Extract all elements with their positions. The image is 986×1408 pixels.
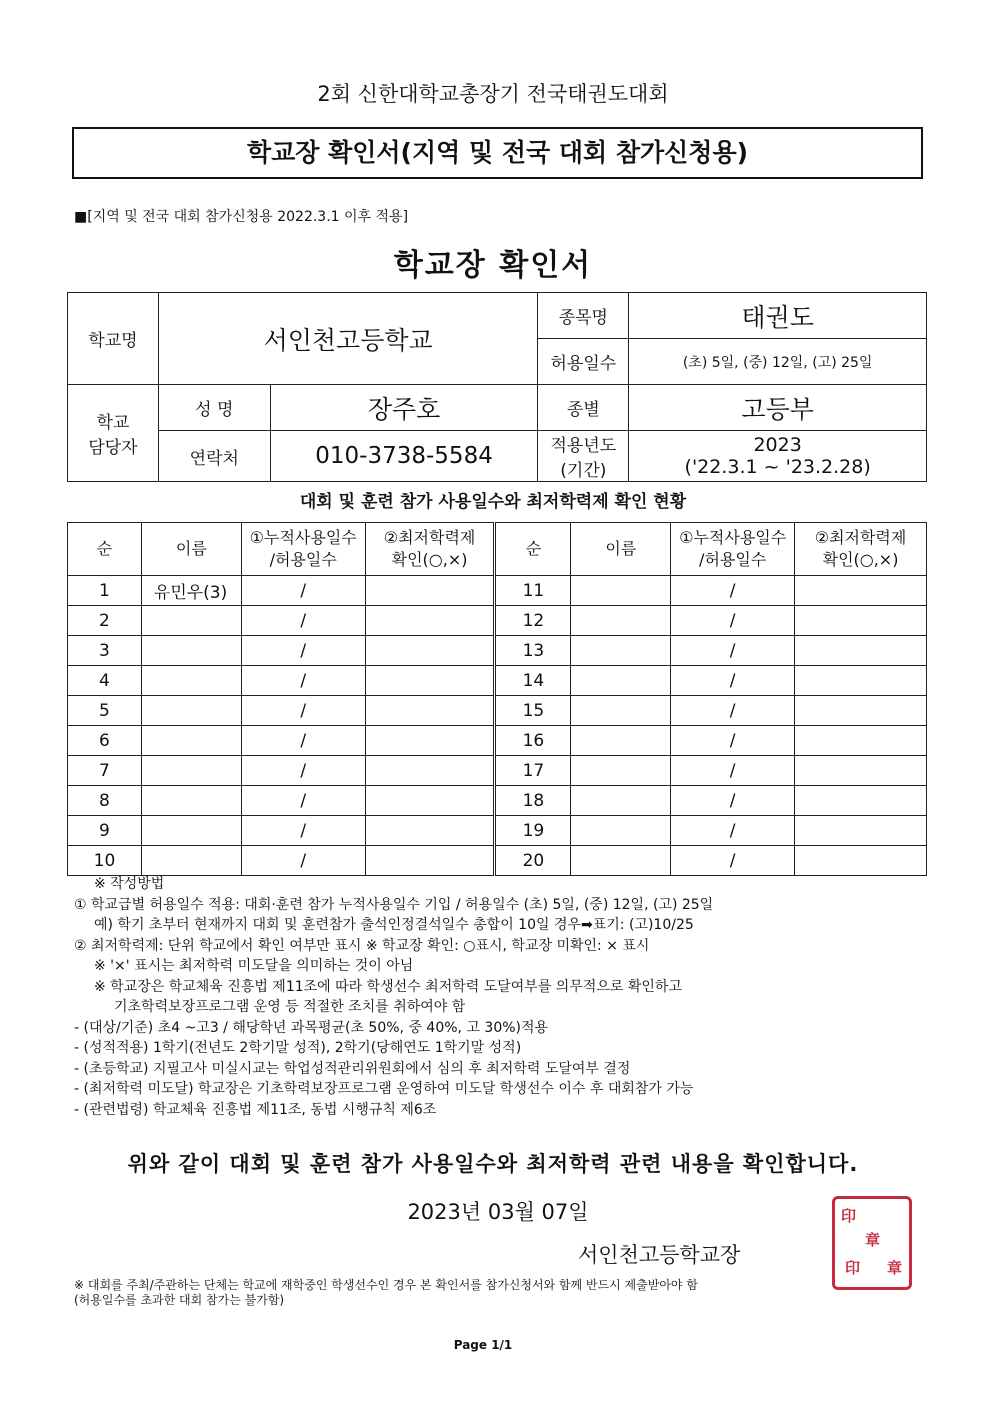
days-cell: /: [671, 606, 795, 636]
manager-label: 학교 담당자: [68, 385, 159, 482]
student-name: [141, 816, 241, 846]
row-number: 14: [495, 666, 571, 696]
check-cell: [365, 756, 495, 786]
note-line: 예) 학기 초부터 현재까지 대회 및 훈련참가 출석인정결석일수 총합이 10일 경우➡표기: (고)10/25: [94, 917, 694, 933]
year-cell: [629, 431, 927, 482]
row-number: 17: [495, 756, 571, 786]
row-number: 18: [495, 786, 571, 816]
row-number: 6: [68, 726, 142, 756]
note-line: - (성적적용) 1학기(전년도 2학기말 성적), 2학기(당해연도 1학기말 성적): [74, 1040, 522, 1056]
days-cell: /: [671, 636, 795, 666]
table-row: [68, 606, 927, 636]
days-cell: /: [241, 666, 365, 696]
days-cell: /: [241, 726, 365, 756]
row-number: 16: [495, 726, 571, 756]
row-number: 1: [68, 576, 142, 606]
student-name: [141, 846, 241, 876]
header-days: ①누적사용일수 /허용일수: [241, 523, 365, 576]
student-name: [141, 786, 241, 816]
days-cell: /: [241, 696, 365, 726]
school-label: 학교명: [68, 293, 159, 385]
sport-label: 종목명: [538, 293, 629, 339]
header-name: 이름: [571, 523, 671, 576]
row-number: 12: [495, 606, 571, 636]
table-row: [68, 786, 927, 816]
note-line: ※ 학교장은 학교체육 진흥법 제11조에 따라 학생선수 최저학력 도달여부를 의무적으로 확인하고: [94, 978, 682, 995]
row-number: 15: [495, 696, 571, 726]
header-no: 순: [495, 523, 571, 576]
student-name: [571, 756, 671, 786]
student-name: [571, 726, 671, 756]
days-cell: /: [241, 756, 365, 786]
name-label: 성 명: [158, 385, 270, 431]
status-title: 대회 및 훈련 참가 사용일수와 최저학력제 확인 현황: [299, 492, 687, 512]
student-name: [141, 756, 241, 786]
row-number: 9: [68, 816, 142, 846]
footnote: ※ 대회를 주최/주관하는 단체는 학교에 재학중인 학생선수인 경우 본 확인서를 참가신청서와 함께 반드시 제출받아야 함 (허용일수를 초과한 대회 참가는 불가함): [74, 1278, 698, 1307]
check-cell: [795, 786, 927, 816]
student-name: [141, 666, 241, 696]
header-check: ②최저학력제 확인(○,×): [365, 523, 495, 576]
days-cell: /: [671, 756, 795, 786]
table-row: [68, 666, 927, 696]
check-cell: [795, 576, 927, 606]
days-cell: /: [241, 636, 365, 666]
student-name: [571, 666, 671, 696]
instructions: [74, 874, 920, 1120]
note-line: 기초학력보장프로그램 운영 등 적절한 조치를 취하여야 함: [114, 999, 466, 1015]
student-name: [571, 816, 671, 846]
days-cell: /: [671, 666, 795, 696]
row-number: 5: [68, 696, 142, 726]
principal-name: 서인천고등학교장: [578, 1243, 741, 1267]
student-name: [571, 636, 671, 666]
days-cell: /: [671, 696, 795, 726]
row-number: 2: [68, 606, 142, 636]
days-cell: /: [241, 816, 365, 846]
check-cell: [795, 846, 927, 876]
table-row: [68, 816, 927, 846]
division-value: 고등부: [629, 385, 927, 431]
check-cell: [795, 756, 927, 786]
row-number: 7: [68, 756, 142, 786]
row-number: 13: [495, 636, 571, 666]
days-cell: /: [241, 786, 365, 816]
applies-note: ■[지역 및 전국 대회 참가신청용 2022.3.1 이후 적용]: [74, 209, 409, 225]
days-cell: /: [241, 846, 365, 876]
student-name: [571, 576, 671, 606]
check-cell: [795, 726, 927, 756]
row-number: 10: [68, 846, 142, 876]
check-cell: [365, 576, 495, 606]
roster-table: [67, 522, 927, 876]
days-cell: /: [671, 846, 795, 876]
check-cell: [365, 606, 495, 636]
note-line: - (최저학력 미도달) 학교장은 기초학력보장프로그램 운영하여 미도달 학생선수 이수 후 대회참가 가능: [74, 1081, 694, 1097]
allowed-days-value: (초) 5일, (중) 12일, (고) 25일: [629, 339, 927, 385]
check-cell: [365, 666, 495, 696]
check-cell: [795, 636, 927, 666]
allowed-days-label: 허용일수: [538, 339, 629, 385]
table-row: [68, 576, 927, 606]
header-days: ①누적사용일수 /허용일수: [671, 523, 795, 576]
row-number: 19: [495, 816, 571, 846]
page-number: Page 1/1: [453, 1338, 513, 1352]
contact-label: 연락처: [158, 431, 270, 482]
check-cell: [365, 786, 495, 816]
check-cell: [365, 636, 495, 666]
row-number: 3: [68, 636, 142, 666]
year-value: 2023: [753, 434, 802, 456]
student-name: [141, 726, 241, 756]
check-cell: [795, 816, 927, 846]
student-name: [141, 606, 241, 636]
note-line: ※ '×' 표시는 최저학력 미도달을 의미하는 것이 아님: [94, 958, 414, 974]
info-table: [67, 292, 927, 482]
check-cell: [365, 816, 495, 846]
division-label: 종별: [538, 385, 629, 431]
student-name: [571, 606, 671, 636]
header-name: 이름: [141, 523, 241, 576]
table-row: [68, 696, 927, 726]
table-row: [68, 636, 927, 666]
notes-title: ※ 작성방법: [94, 876, 165, 892]
note-line: - (초등학교) 지필고사 미실시교는 학업성적관리위원회에서 심의 후 최저학력 도달여부 결정: [74, 1060, 631, 1077]
days-cell: /: [671, 576, 795, 606]
check-cell: [795, 696, 927, 726]
year-label: 적용년도 (기간): [538, 431, 629, 482]
row-number: 11: [495, 576, 571, 606]
days-cell: /: [241, 606, 365, 636]
table-row: [68, 846, 927, 876]
issue-date: 2023년 03월 07일: [407, 1200, 589, 1224]
row-number: 20: [495, 846, 571, 876]
student-name: [571, 696, 671, 726]
school-value: 서인천고등학교: [158, 293, 538, 385]
row-number: 8: [68, 786, 142, 816]
student-name: 유민우(3): [141, 576, 241, 606]
student-name: [571, 786, 671, 816]
check-cell: [365, 696, 495, 726]
student-name: [571, 846, 671, 876]
table-row: [68, 756, 927, 786]
row-number: 4: [68, 666, 142, 696]
days-cell: /: [671, 726, 795, 756]
note-line: - (대상/기준) 초4 ~고3 / 해당학년 과목평균(초 50%, 중 40%, 고 30%)적용: [74, 1019, 549, 1036]
note-line: - (관련법령) 학교체육 진흥법 제11조, 동법 시행규칙 제6조: [74, 1101, 437, 1118]
header-no: 순: [68, 523, 142, 576]
check-cell: [795, 606, 927, 636]
note-line: ① 학교급별 허용일수 적용: 대회·훈련 참가 누적사용일수 기입 / 허용일수 (초) 5일, (중) 12일, (고) 25일: [74, 896, 714, 913]
form-title: 학교장 확인서(지역 및 전국 대회 참가신청용): [72, 127, 923, 179]
note-line: ② 최저학력제: 단위 학교에서 확인 여부만 표시 ※ 학교장 확인: ○표시, 학교장 미확인: × 표시: [74, 937, 650, 954]
student-name: [141, 636, 241, 666]
event-title: 2회 신한대학교총장기 전국태권도대회: [317, 82, 669, 106]
table-row: [68, 726, 927, 756]
sport-value: 태권도: [629, 293, 927, 339]
check-cell: [365, 726, 495, 756]
check-cell: [795, 666, 927, 696]
name-value: 장주호: [270, 385, 538, 431]
days-cell: /: [241, 576, 365, 606]
main-heading: 학교장 확인서: [393, 248, 593, 283]
header-check: ②최저학력제 확인(○,×): [795, 523, 927, 576]
days-cell: /: [671, 786, 795, 816]
period-value: ('22.3.1 ~ '23.2.28): [684, 456, 871, 478]
days-cell: /: [671, 816, 795, 846]
student-name: [141, 696, 241, 726]
confirmation-statement: 위와 같이 대회 및 훈련 참가 사용일수와 최저학력 관련 내용을 확인합니다.: [127, 1152, 859, 1176]
official-seal-icon: 印 章 印 章: [832, 1196, 912, 1290]
contact-value: 010-3738-5584: [270, 431, 538, 482]
check-cell: [365, 846, 495, 876]
